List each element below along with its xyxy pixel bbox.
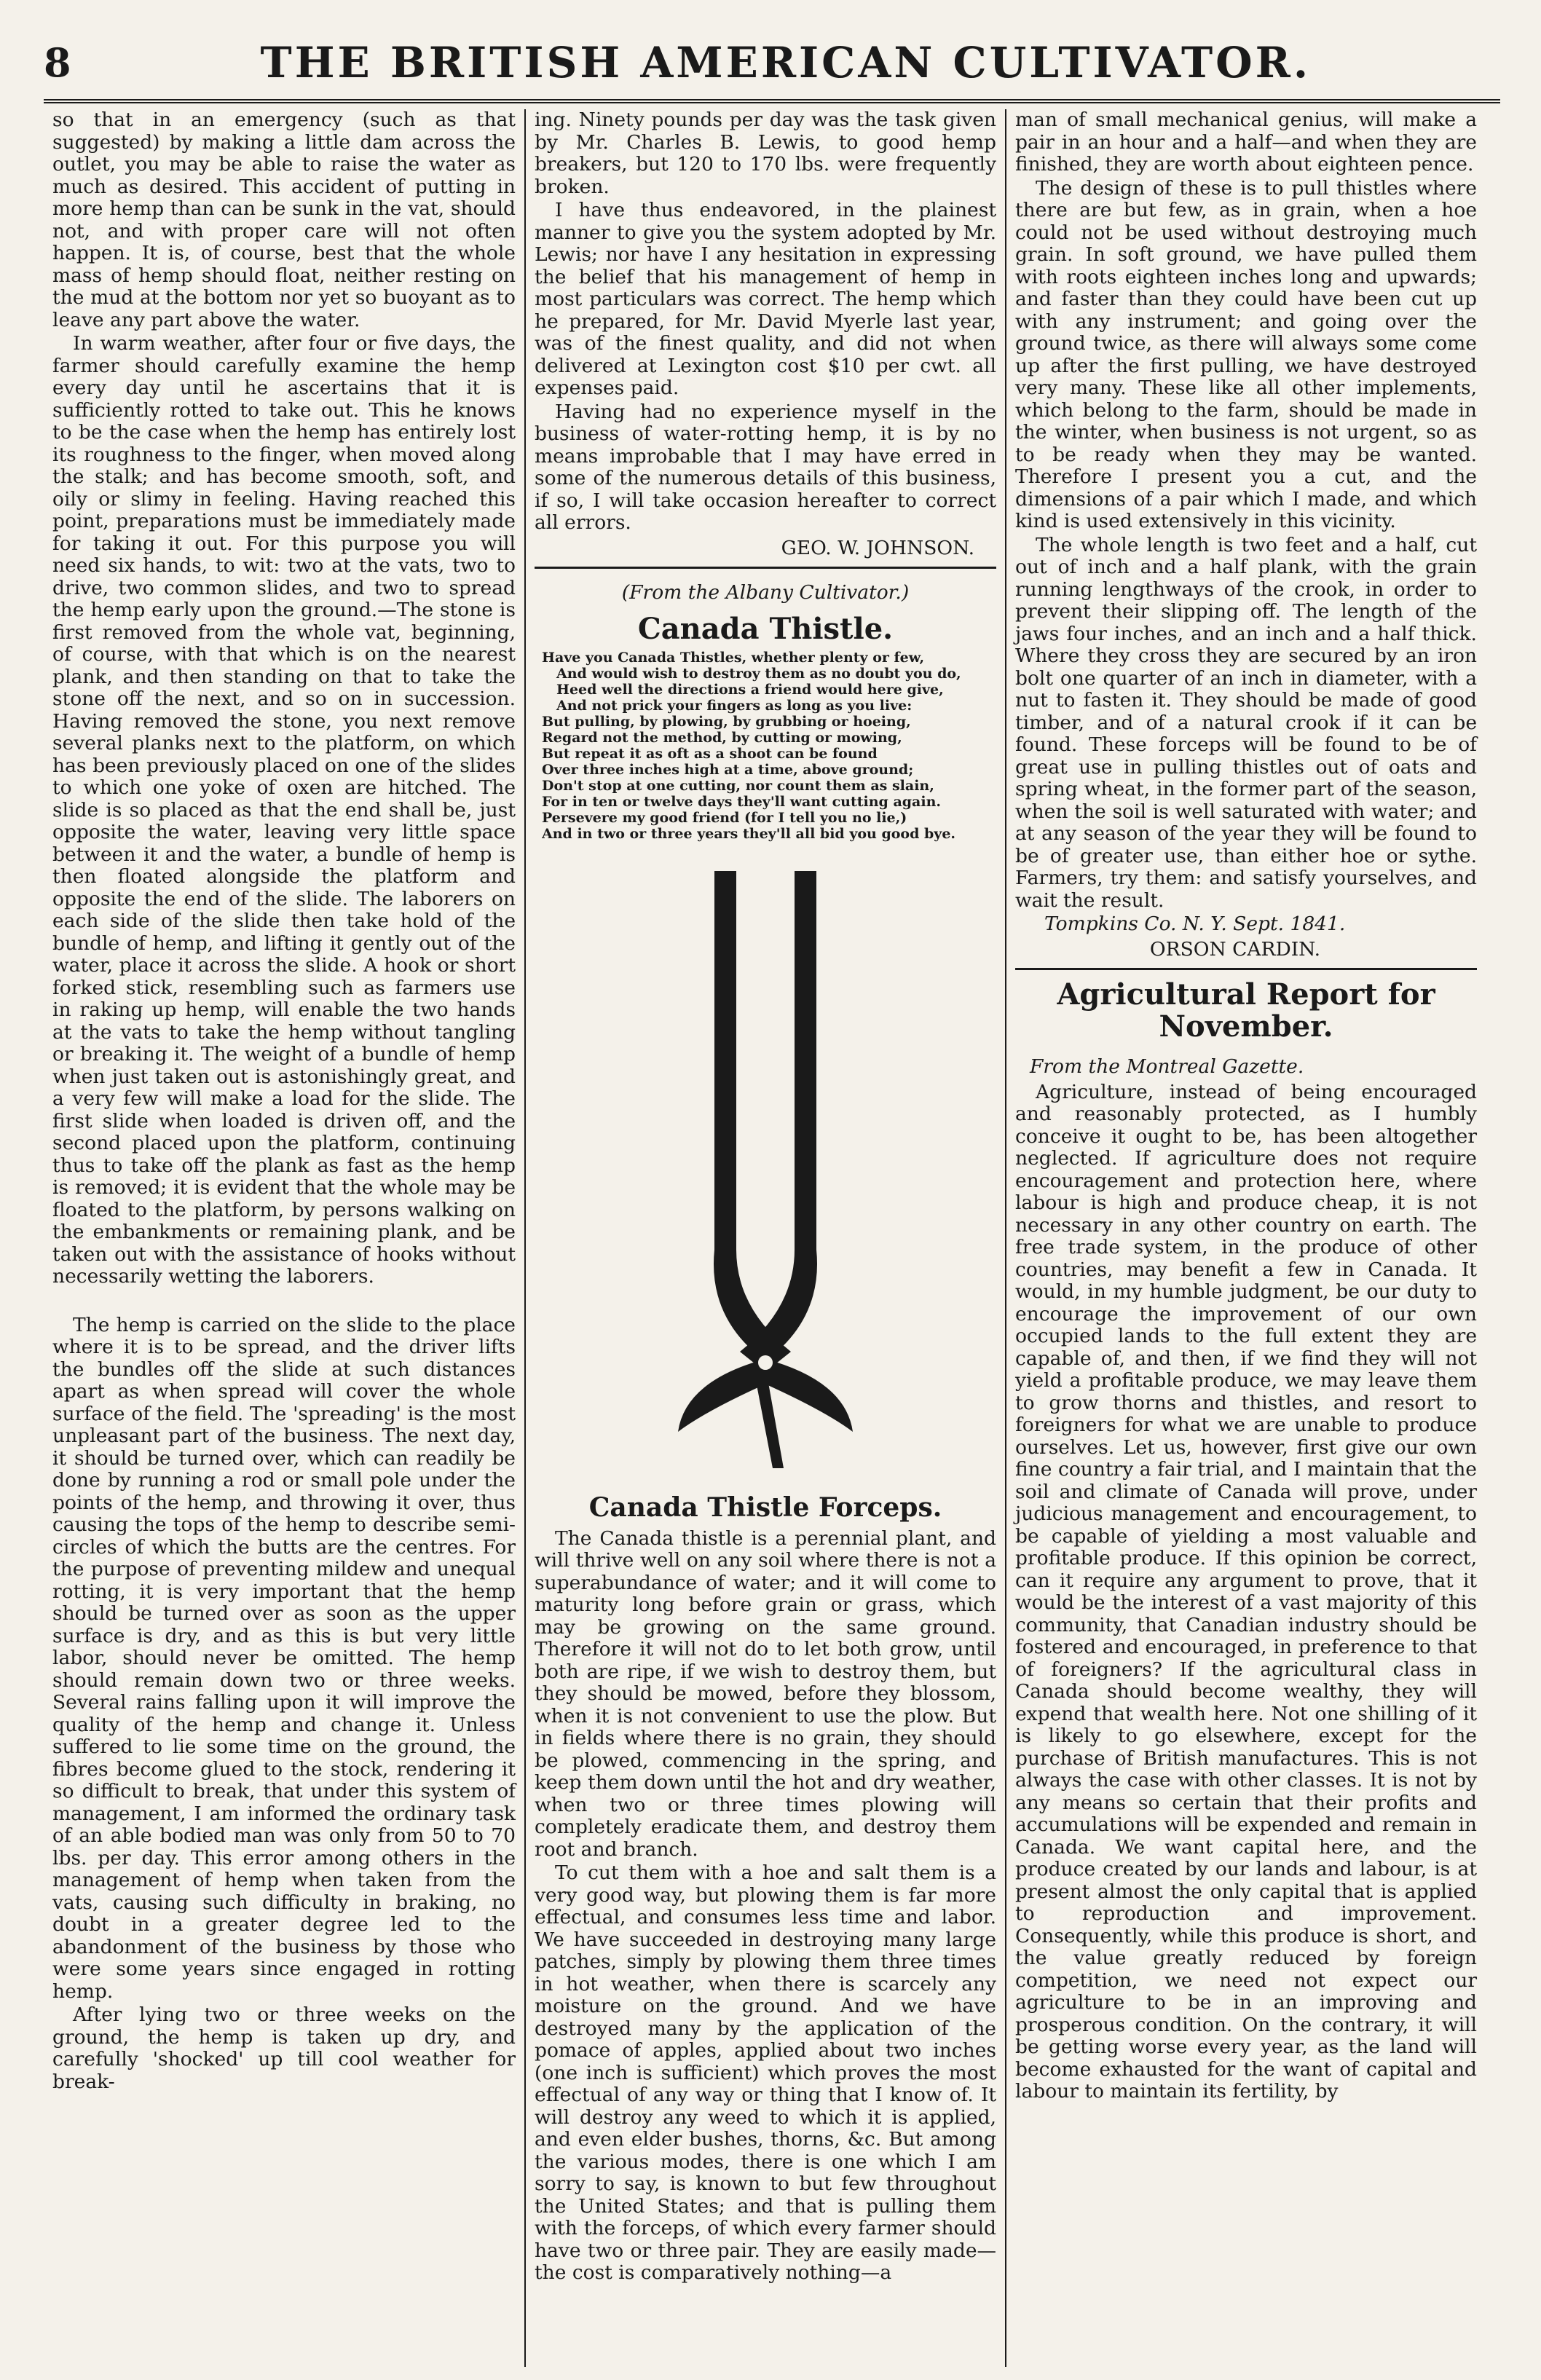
paragraph: Agriculture, instead of being encouraged and reasonably protected, as I humbly conceive it ought to be, has been altogether neglected. If agriculture does not require encouragement and protection here, where labour is high and produce cheap, it is not necessary in any other country on earth. The free trade system, in the produce of other countries, may benefit a few in Canada. It would, in my humble judgment, be our duty to encourage the improvement of our own occupied lands to the full extent they are capable of, and then, if we find they will not yield a profitable produce, we may leave them to grow thorns and thistles, and resort to foreigners for what we are unable to produce ourselves. Let us, however, first give our own fine country a fair trial, and I maintain that the soil and climate of Canada will prove, under judicious management and encouragement, to be capable of yielding a most valuable and profitable produce. If this opinion be correct, can it require any argument to prove, that it would be the interest of a vast majority of this community, that Canadian industry should be fostered and encouraged, in preference to that of foreigners? If the agricultural class in Canada should become wealthy, they will expend that wealth here. Not one shilling of it is likely to go elsewhere, except for the purchase of British manufactures. This is not always the case with other classes. It is not by any means so certain that their profits and accumulations will be expended and remain in Canada. We want capital here, and the produce created by our lands and labour, is at present almost the only capital that is applied to reproduction and improvement. Consequently, while this produce is short, and the value greatly reduced by foreign competition, we need not expect our agriculture to be in an improving and prosperous condition. On the contrary, it will be getting worse every year, as the land will become exhausted for the want of capital and labour to maintain its fertility, by — [1015, 1080, 1477, 2103]
article-source: (From the Albany Cultivator.) — [621, 581, 910, 604]
paragraph: To cut them with a hoe and salt them is a very good way, but plowing them is far more effectual, and consumes less time and labor. We have succeeded in destroying many large patches, simply by plowing them three times in hot weather, when there is scarcely any moisture on the ground. And we have destroyed many by the application of the pomace of apples, applied about two inches (one inch is sufficient) which proves the most effectual of any way or thing that I know of. It will destroy any weed to which it is applied, and even elder bushes, thorns, &c. But among the various modes, there is one which I am sorry to say, is known to but few throughout the United States; and that is pulling them with the forceps, of which every farmer should have two or three pair. They are easily made—the cost is comparatively nothing—a — [535, 1861, 996, 2284]
poem-line: And not prick your fingers as long as you live: — [556, 697, 913, 714]
poem-line: For in ten or twelve days they'll want cutting again. — [542, 793, 941, 810]
paragraph: After lying two or three weeks on the ground, the hemp is taken up dry, and carefully 'shocked' up till cool weather for break- — [52, 2003, 516, 2093]
article-columns — [44, 109, 1500, 2367]
paragraph: Having had no experience myself in the business of water-rotting hemp, it is by no means improbable that I may have erred in some of the numerous details of this business, if so, I will take occasion hereafter to correct all errors. — [535, 400, 996, 534]
column-3 — [1005, 109, 1486, 2367]
poem-line: Over three inches high at a time, above ground; — [542, 761, 914, 778]
article-title: Canada Thistle. — [637, 611, 894, 646]
page-header — [44, 26, 1500, 103]
poem — [542, 650, 989, 842]
column-2 — [524, 109, 1005, 2367]
poem-line: And would wish to destroy them as no doubt you do, — [556, 665, 961, 682]
paragraph: man of small mechanical genius, will make a pair in an hour and a half—and when they are finished, they are worth about eighteen pence. — [1015, 109, 1477, 176]
figure-caption: Canada Thistle Forceps. — [588, 1492, 942, 1523]
poem-line: Have you Canada Thistles, whether plenty or few, — [542, 649, 925, 666]
paragraph: ing. Ninety pounds per day was the task given by Mr. Charles B. Lewis, to good hemp breakers, but 120 to 170 lbs. were frequently broken. — [535, 109, 996, 198]
paragraph: so that in an emergency (such as that suggested) by making a little dam across the outlet, you may be able to raise the water as much as desired. This accident of putting in more hemp than can be sunk in the vat, should not, and with proper care will not often happen. It is, of course, best that the whole mass of hemp should float, neither resting on the mud at the bottom nor yet so buoyant as to leave any part above the water. — [52, 109, 516, 331]
poem-line: Heed well the directions a friend would here give, — [556, 681, 944, 698]
author-signature: ORSON CARDIN. — [1149, 937, 1321, 961]
column-1 — [44, 109, 524, 2367]
divider — [535, 567, 996, 569]
author-signature: GEO. W. JOHNSON. — [781, 536, 974, 559]
poem-line: And in two or three years they'll all bid you good bye. — [542, 825, 956, 842]
dateline: Tompkins Co. N. Y. Sept. 1841. — [1044, 913, 1346, 935]
poem-line: Don't stop at one cutting, nor count them as slain, — [542, 777, 934, 794]
forceps-icon — [627, 856, 904, 1483]
poem-line: But pulling, by plowing, by grubbing or hoeing, — [542, 713, 911, 730]
paragraph: The Canada thistle is a perennial plant, and will thrive well on any soil where there is not a superabundance of water; and it will come to maturity long before grain or grass, which may be growing on the same ground. Therefore it will not do to let both grow, until both are ripe, if we wish to destroy them, but they should be mowed, before they blossom, when it is not convenient to use the plow. But in fields where there is no grain, they should be plowed, commencing in the spring, and keep them down until the hot and dry weather, when two or three times plowing will completely eradicate them, and destroy them root and branch. — [535, 1526, 996, 1861]
article-title: Agricultural Report for November. — [1057, 977, 1435, 1044]
article-source: From the Montreal Gazette. — [1030, 1055, 1304, 1078]
forceps-illustration — [535, 856, 996, 1483]
poem-line: Regard not the method, by cutting or mowing, — [542, 729, 902, 746]
divider — [1015, 968, 1477, 970]
paragraph: The hemp is carried on the slide to the place where it is to be spread, and the driver lifts the bundles off the slide at such distances apart as when spread will cover the whole surface of the field. The 'spreading' is the most unpleasant part of the business. The next day, it should be turned over, which can readily be done by running a rod or small pole under the points of the hemp, and throwing it over, thus causing the tops of the hemp to describe semi-circles of which the butts are the centres. For the purpose of preventing mildew and unequal rotting, it is very important that the hemp should be turned over as soon as the upper surface is dry, and as this is but very little labor, should never be omitted. The hemp should remain down two or three weeks. Several rains falling upon it will improve the quality of the hemp and change it. Unless suffered to lie some time on the ground, the fibres become glued to the stock, rendering it so difficult to break, that under this system of management, I am informed the ordinary task of an able bodied man was only from 50 to 70 lbs. per day. This error among others in the management of hemp when taken from the vats, causing such difficulty in braking, no doubt in a greater degree led to the abandonment of the business by those who were some years since engaged in rotting hemp. — [52, 1313, 516, 2003]
paragraph: The design of these is to pull thistles where there are but few, as in grain, when a hoe could not be used without destroying much grain. In soft ground, we have pulled them with roots eighteen inches long and upwards; and faster than they could have been cut up with any instrument; and going over the ground twice, as there will always some come up after the first pulling, we have destroyed very many. These like all other implements, which belong to the farm, should be made in the winter, when business is not urgent, so as to be ready when they may be wanted. Therefore I present you a cut, and the dimensions of a pair which I made, and which kind is used extensively in this vicinity. — [1015, 176, 1477, 532]
masthead-title: THE BRITISH AMERICAN CULTIVATOR. — [260, 38, 1312, 87]
paragraph: I have thus endeavored, in the plainest manner to give you the system adopted by Mr. Lewis; nor have I any hesitation in expressing the belief that his management of hemp in most particulars was correct. The hemp which he prepared, for Mr. David Myerle last year, was of the finest quality, and did not when delivered at Lexington cost $10 per cwt. all expenses paid. — [535, 199, 996, 399]
poem-line: But repeat it as oft as a shoot can be found — [542, 745, 878, 762]
paragraph: The whole length is two feet and a half, cut out of inch and a half plank, with the grain running lengthways of the crook, in order to prevent their slipping off. The length of the jaws four inches, and an inch and a half thick. Where they cross they are secured by an iron bolt one quarter of an inch in diameter, with a nut to fasten it. They should be made of good timber, and of a natural crook if it can be found. These forceps will be found to be of great use in pulling thistles out of oats and spring wheat, in the former part of the season, when the soil is well saturated with water; and at any season of the year they will be found to be of greater use, than either hoe or sythe. Farmers, try them: and satisfy yourselves, and wait the result. — [1015, 533, 1477, 912]
paragraph: In warm weather, after four or five days, the farmer should carefully examine the hemp every day until he ascertains that it is sufficiently rotted to take out. This he knows to be the case when the hemp has entirely lost its roughness to the finger, when moved along the stalk; and has become smooth, soft, and oily or slimy in feeling. Having reached this point, preparations must be immediately made for taking it out. For this purpose you will need six hands, to wit: two at the vats, two to drive, two common slides, and two to spread the hemp early upon the ground.—The stone is first removed from the whole vat, beginning, of course, with that which is on the nearest plank, and then standing on that to take the stone off the next, and so on in succession. Having removed the stone, you next remove several planks next to the platform, on which has been previously placed on one of the slides to which one yoke of oxen are hitched. The slide is so placed as that the end shall be, just opposite the water, leaving very little space between it and the water, a bundle of hemp is then floated alongside the platform and opposite the end of the slide. The laborers on each side of the slide then take hold of the bundle of hemp, and lifting it gently out of the water, place it across the slide. A hook or short forked stick, resembling such as farmers use in raking up hemp, will enable the two hands at the vats to take the hemp without tangling or breaking it. The weight of a bundle of hemp when just taken out is astonishingly great, and a very few will make a load for the slide. The first slide when loaded is driven off, and the second placed upon the platform, continuing thus to take off the plank as fast as the hemp is removed; it is evident that the whole may be floated to the platform, by persons walking on the embankments or remaining plank, and be taken out with the assistance of hooks without necessarily wetting the laborers. — [52, 332, 516, 1288]
page-number: 8 — [44, 39, 71, 86]
poem-line: Persevere my good friend (for I tell you no lie,) — [542, 809, 907, 826]
